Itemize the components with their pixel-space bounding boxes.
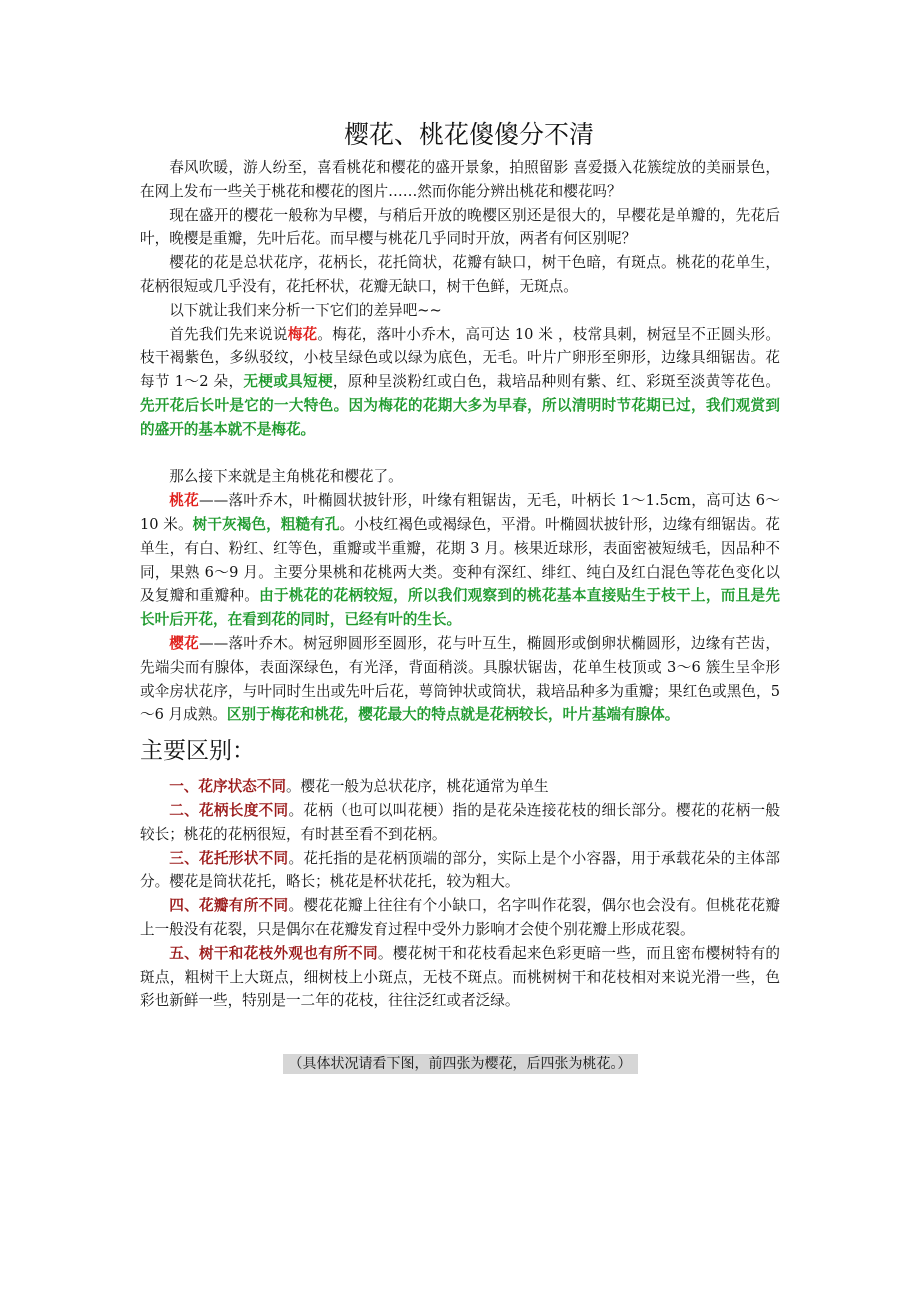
difference-label: 二、花柄长度不同 [169,801,289,819]
plum-highlight-2: 先开花后长叶是它的一大特色。因为梅花的花期大多为早春，所以清明时节花期已过，我们观赏到的盛开的基本就不是梅花。 [140,396,780,438]
differences-heading: 主要区别： [140,738,255,765]
plum-paragraph [140,323,780,442]
cherry-text-1: ——落叶乔木。树冠卵圆形至圆形，花与叶互生，椭圆形或倒卵状椭圆形，边缘有芒齿，先端尖而有腺体，表面深绿色，有光泽，背面稍淡。具腺状锯齿，花单生枝顶或 3～6 簇生呈伞形或伞房状花序，与叶同时生出或先叶后花，萼筒钟状或筒状，栽培品种多为重瓣；果红色或黑色，5～6 月成熟。 [140,634,780,724]
plum-lead: 首先我们先来说说 [169,325,288,343]
difference-item [140,775,780,799]
difference-label: 三、花托形状不同 [169,849,289,867]
intro-paragraph-1: 春风吹暖，游人纷至，喜看桃花和樱花的盛开景象，拍照留影 喜爱摄入花簇绽放的美丽景色，在网上发布一些关于桃花和樱花的图片……然而你能分辨出桃花和樱花吗？ [140,159,780,200]
difference-item [140,799,780,847]
document-title: 樱花、桃花傻傻分不清 [343,120,594,149]
difference-label: 五、树干和花枝外观也有所不同 [169,944,378,962]
plum-text-1: 。梅花，落叶小乔木，高可达 10 米 ，枝常具刺，树冠呈不正圆头形。枝干褐紫色，多纵驳纹，小枝呈绿色或以绿为底色，无毛。叶片广卵形至卵形，边缘具细锯齿。花每节 1～2 朵， [140,325,780,391]
plum-highlight-1: 无梗或具短梗 [243,373,333,391]
blank-line [140,442,780,466]
intro-paragraph-4: 以下就让我们来分析一下它们的差异吧~~ [169,301,442,319]
peach-name: 桃花 [169,492,200,510]
difference-item [140,942,780,1013]
difference-text: 。樱花花瓣上往往有个小缺口，名字叫作花裂，偶尔也会没有。但桃花花瓣上一般没有花裂，只是偶尔在花瓣发育过程中受外力影响才会使个别花瓣上形成花裂。 [140,897,780,938]
note-wrapper [140,1053,780,1074]
peach-text-2: 。小枝红褐色或褐绿色，平滑。叶椭圆状披针形，边缘有细锯齿。花单生，有白、粉红、红等色，重瓣或半重瓣，花期 3 月。核果近球形，表面密被短绒毛，因品种不同，果熟 6～9 月。主要分果桃和花桃两大类。变种有深红、绯红、纯白及红白混色等花色变化以及复瓣和重瓣种。 [140,515,780,605]
document-page [140,118,780,1074]
difference-text: 。花托指的是花柄顶端的部分，实际上是个小容器，用于承载花朵的主体部分。樱花是筒状花托，略长；桃花是杯状花托，较为粗大。 [140,849,780,891]
difference-text: 。樱花一般为总状花序，桃花通常为单生 [285,778,549,796]
difference-label: 四、花瓣有所不同 [169,897,289,915]
peach-text-1: ——落叶乔木，叶椭圆状披针形，叶缘有粗锯齿，无毛，叶柄长 1～1.5cm，高可达 6～10 米。 [140,492,780,533]
difference-item [140,847,780,895]
transition-paragraph: 那么接下来就是主角桃花和樱花了。 [169,468,403,486]
difference-label: 一、花序状态不同 [169,778,286,796]
difference-text: 。樱花树干和花枝看起来色彩更暗一些，而且密布樱树特有的斑点，粗树干上大斑点，细树枝上小斑点，无枝不斑点。而桃树树干和花枝相对来说光滑一些，色彩也新鲜一些，特别是一二年的花枝，往往泛红或者泛绿。 [140,944,780,1010]
peach-highlight-2: 由于桃花的花柄较短，所以我们观察到的桃花基本直接贴生于枝干上，而且是先长叶后开花，在看到花的同时，已经有叶的生长。 [140,587,780,629]
difference-item [140,894,780,942]
cherry-highlight: 区别于梅花和桃花，樱花最大的特点就是花柄较长，叶片基端有腺体。 [226,706,680,724]
difference-text: 。花柄（也可以叫花梗）指的是花朵连接花枝的细长部分。樱花的花柄一般较长；桃花的花柄很短，有时甚至看不到花柄。 [140,801,780,843]
cherry-name: 樱花 [169,634,200,652]
cherry-paragraph [140,632,780,727]
plum-name: 梅花 [287,325,318,343]
peach-highlight-1: 树干灰褐色，粗糙有孔 [192,515,340,533]
plum-text-2: ，原种呈淡粉红或白色，栽培品种则有紫、红、彩斑至淡黄等花色。 [332,373,780,391]
image-note: （具体状况请看下图，前四张为樱花，后四张为桃花。） [283,1054,638,1074]
intro-paragraph-2: 现在盛开的樱花一般称为早樱，与稍后开放的晚樱区别还是很大的，早樱花是单瓣的，先花后叶，晚樱是重瓣，先叶后花。而早樱与桃花几乎同时开放，两者有何区别呢？ [140,206,780,248]
peach-paragraph [140,489,780,632]
intro-paragraph-3: 樱花的花是总状花序，花柄长，花托筒状，花瓣有缺口，树干色暗，有斑点。桃花的花单生，花柄很短或几乎没有，花托杯状，花瓣无缺口，树干色鲜，无斑点。 [140,254,780,295]
